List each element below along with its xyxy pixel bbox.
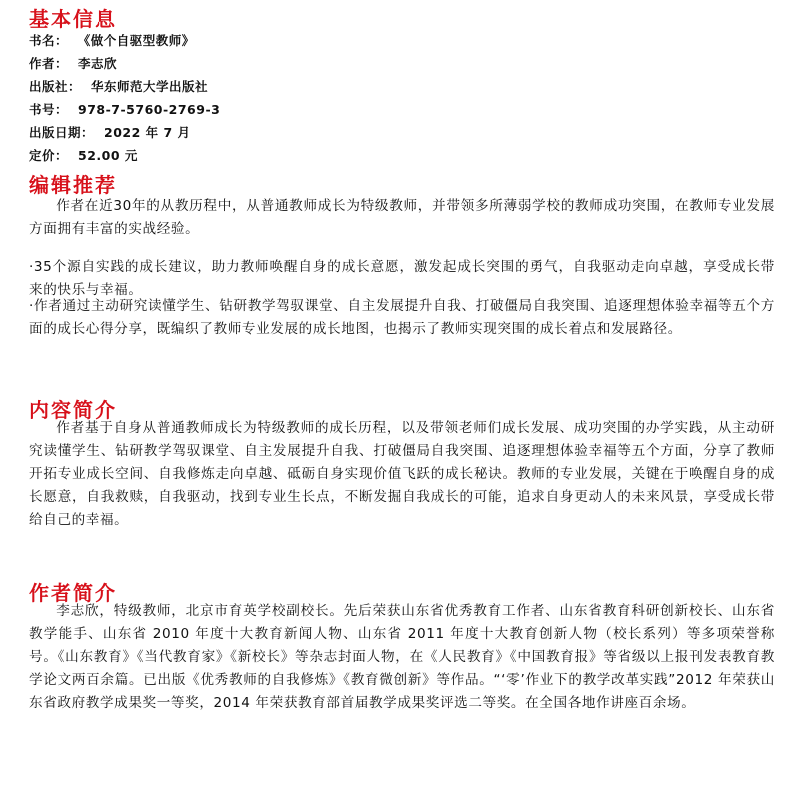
book-name-value: 《做个自驱型教师》 — [84, 33, 195, 48]
publisher-label: 出版社： — [29, 79, 82, 94]
author-value: 李志欣 — [78, 56, 118, 71]
isbn-value: 978-7-5760-2769-3 — [78, 102, 221, 117]
price-label: 定价： — [29, 148, 69, 163]
pub-date-label: 出版日期： — [29, 125, 95, 140]
editor-recommendation-paragraph: 作者在近30年的从教历程中，从普通教师成长为特级教师，并带领多所薄弱学校的教师成功突围，在教师专业发展方面拥有丰富的实战经验。 — [29, 198, 775, 237]
editor-recommendation-heading: 编辑推荐 — [29, 173, 117, 197]
book-name-line — [29, 33, 195, 49]
basic-info-heading: 基本信息 — [29, 7, 117, 31]
content-summary-paragraph: 作者基于自身从普通教师成长为特级教师的成长历程，以及带领老师们成长发展、成功突围的办学实践，从主动研究读懂学生、钻研教学驾驭课堂、自主发展提升自我、打破僵局自我突围、追逐理想体验幸福等五个方面，分享了教师开拓专业成长空间、自我修炼走向卓越、砥砺自身实现价值飞跃的成长秘诀。教师的专业发展，关键在于唤醒自身的成长愿意，自我救赎，自我驱动，找到专业生长点，不断发掘自我成长的可能，追求自身更动人的未来风景，享受成长带给自己的幸福。 — [29, 420, 775, 528]
author-line — [29, 56, 117, 72]
author-label: 作者： — [29, 56, 69, 71]
isbn-line — [29, 102, 220, 118]
price-value: 52.00 元 — [78, 148, 138, 163]
publisher-value: 华东师范大学出版社 — [91, 79, 209, 94]
author-intro-paragraph: 李志欣，特级教师，北京市育英学校副校长。先后荣获山东省优秀教育工作者、山东省教育科研创新校长、山东省教学能手、山东省 2010 年度十大教育新闻人物、山东省 2011 年度十大教育创新人物（校长系列）等多项荣誉称号。《山东教育》《当代教育家》《新校长》等杂志封面人物，在《人民教育》《中国教育报》等省级以上报刊发表教育教学论文两百余篇。已出版《优秀教师的自我修炼》《教育微创新》等作品。“‘零’作业下的教学改革实践”2012 年荣获山东省政府教学成果奖一等奖，2014 年荣获教育部首届教学成果奖评选二等奖。在全国各地作讲座百余场。 — [29, 603, 775, 711]
price-line — [29, 148, 138, 164]
book-name-label: 书名： — [29, 33, 69, 48]
pub-date-line — [29, 125, 191, 141]
isbn-label: 书号： — [29, 102, 69, 117]
content-summary-heading: 内容简介 — [29, 398, 117, 422]
editor-recommendation-bullet: ·作者通过主动研究读懂学生、钻研教学驾驭课堂、自主发展提升自我、打破僵局自我突围、追逐理想体验幸福等五个方面的成长心得分享，既编织了教师专业发展的成长地图，也揭示了教师实现突围的成长着点和发展路径。 — [29, 298, 775, 337]
publisher-line — [29, 79, 208, 95]
pub-date-value: 2022 年 7 月 — [104, 125, 191, 140]
editor-recommendation-bullet: ·35个源自实践的成长建议，助力教师唤醒自身的成长意愿，激发起成长突围的勇气，自我驱动走向卓越，享受成长带来的快乐与幸福。 — [29, 259, 775, 298]
author-intro-heading: 作者简介 — [29, 581, 117, 605]
